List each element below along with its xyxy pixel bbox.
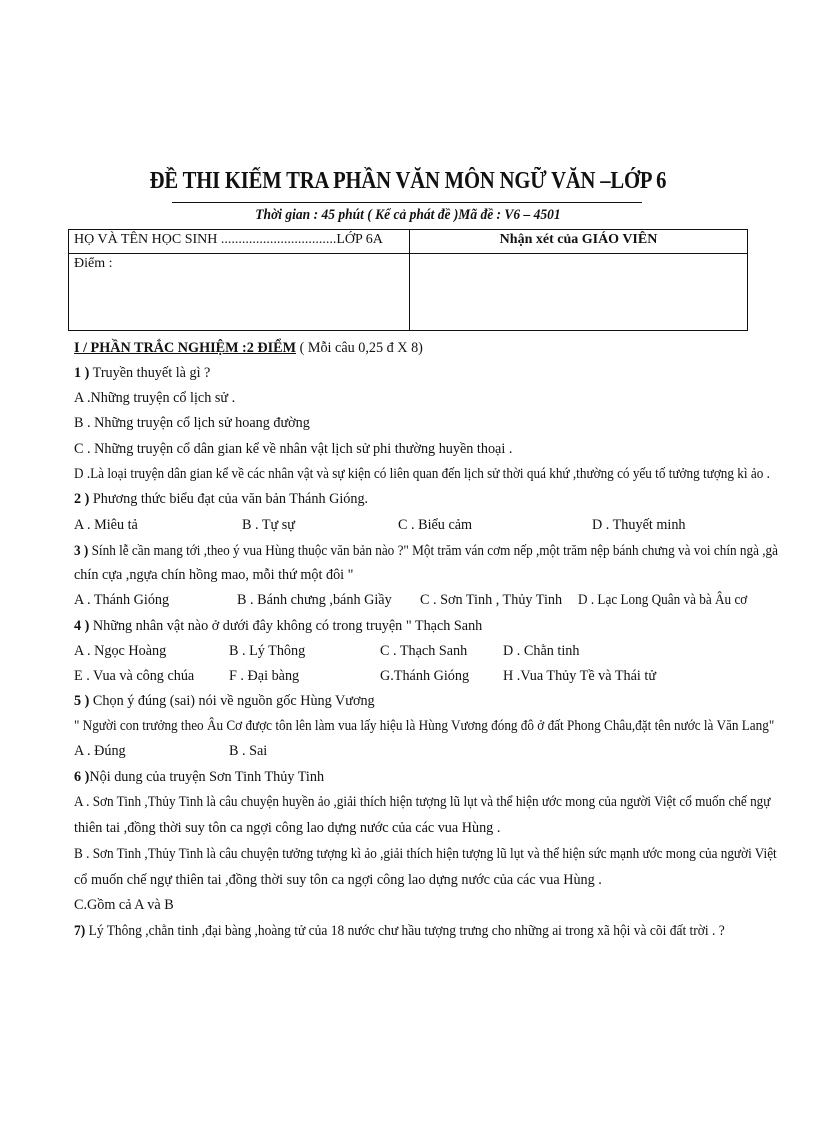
question-1-option-c: C . Những truyện cổ dân gian kể về nhân vật lịch sử phi thường huyền thoại . xyxy=(74,441,513,457)
question-6-text: Nội dung của truyện Sơn Tinh Thủy Tinh xyxy=(89,769,325,785)
score-cell xyxy=(69,254,410,331)
question-2-option-c: C . Biểu cảm xyxy=(398,517,473,533)
teacher-comment-header xyxy=(410,230,748,254)
question-3-text-cont: chín cựa ,ngựa chín hồng mao, mỗi thứ một đôi " xyxy=(74,567,354,583)
question-1-text: Truyền thuyết là gì ? xyxy=(89,365,211,381)
question-3-number: 3 ) xyxy=(74,543,89,559)
question-7-text: Lý Thông ,chằn tinh ,đại bàng ,hoàng tử của 18 nước chư hầu tượng trưng cho những ai trong xã hội và cõi đất trời . ? xyxy=(85,923,725,939)
teacher-comment-cell xyxy=(410,254,748,331)
question-2-number: 2 ) xyxy=(74,491,90,507)
question-1-number: 1 ) xyxy=(74,365,90,381)
question-3-option-d: D . Lạc Long Quân và bà Âu cơ xyxy=(578,592,748,608)
question-4-number: 4 ) xyxy=(74,618,90,634)
question-6-option-c: C.Gồm cả A và B xyxy=(74,897,174,913)
question-1-option-b: B . Những truyện cổ lịch sử hoang đường xyxy=(74,415,310,431)
student-info-table xyxy=(68,229,748,331)
question-3-text: Sính lễ cần mang tới ,theo ý vua Hùng thuộc văn bản nào ?" Một trăm ván cơm nếp ,một trăm nệp bánh chưng và voi chín ngà ,gà xyxy=(88,543,779,559)
question-5-text: Chọn ý đúng (sai) nói về nguồn gốc Hùng Vương xyxy=(89,693,375,709)
question-2-option-b: B . Tự sự xyxy=(242,517,295,533)
exam-title: ĐỀ THI KIỂM TRA PHẦN VĂN MÔN NGỮ VĂN –LỚP 6 xyxy=(149,168,667,194)
question-3-option-c: C . Sơn Tinh , Thủy Tinh xyxy=(420,592,563,608)
exam-subtitle: Thời gian : 45 phút ( Kể cả phát đề )Mã đề : V6 – 4501 xyxy=(255,207,561,223)
question-4-text: Những nhân vật nào ở dưới đây không có trong truyện " Thạch Sanh xyxy=(89,618,483,634)
question-2-text: Phương thức biểu đạt của văn bản Thánh Gióng. xyxy=(89,491,369,507)
question-4-option-e: E . Vua và công chúa xyxy=(74,668,195,684)
question-6-option-a: A . Sơn Tinh ,Thủy Tinh là câu chuyện huyền ảo ,giải thích hiện tượng lũ lụt và thể hiện ước mong của người Việt cổ muốn chế ngự xyxy=(74,794,771,810)
question-6-number: 6 ) xyxy=(74,769,90,785)
question-5-option-a: A . Đúng xyxy=(74,743,126,759)
question-3-option-b: B . Bánh chưng ,bánh Giầy xyxy=(237,592,392,608)
title-underline xyxy=(172,202,642,203)
question-7-number: 7) xyxy=(74,923,86,939)
question-4-option-h: H .Vua Thủy Tề và Thái tử xyxy=(503,668,657,684)
question-4-option-c: C . Thạch Sanh xyxy=(380,643,468,659)
question-4-option-b: B . Lý Thông xyxy=(229,643,306,659)
question-1 xyxy=(74,364,210,382)
question-2-option-a: A . Miêu tả xyxy=(74,517,138,533)
question-3 xyxy=(74,542,778,560)
section-title: I / PHẦN TRẮC NGHIỆM :2 ĐIỂM xyxy=(74,340,297,356)
question-6-option-b: B . Sơn Tinh ,Thủy Tinh là câu chuyện tưởng tượng kì ảo ,giải thích hiện tượng lũ lụt và thể hiện sức mạnh ước mong của người Việt xyxy=(74,846,777,862)
question-6-option-b-cont: cổ muốn chế ngự thiên tai ,đồng thời suy tôn ca ngợi công lao dựng nước của các vua Hùng . xyxy=(74,872,602,888)
score-label: Điểm : xyxy=(74,256,113,271)
question-4-option-a: A . Ngọc Hoàng xyxy=(74,643,167,659)
question-4-option-f: F . Đại bàng xyxy=(229,668,300,684)
section-heading xyxy=(74,339,423,357)
question-4 xyxy=(74,617,482,635)
question-2 xyxy=(74,490,368,508)
student-name-label: HỌ VÀ TÊN HỌC SINH .................................LỚP 6A xyxy=(74,232,383,247)
question-2-option-d: D . Thuyết minh xyxy=(592,517,686,533)
question-5-number: 5 ) xyxy=(74,693,90,709)
question-5 xyxy=(74,692,375,710)
question-4-option-d: D . Chằn tinh xyxy=(503,643,580,659)
question-1-option-d: D .Là loại truyện dân gian kể về các nhân vật và sự kiện có liên quan đến lịch sử thời quá khứ ,thường có yếu tố tưởng tượng kì ảo . xyxy=(74,466,770,482)
question-5-option-b: B . Sai xyxy=(229,743,268,759)
question-6 xyxy=(74,768,324,786)
teacher-comment-label: Nhận xét của GIÁO VIÊN xyxy=(499,232,658,247)
question-6-option-a-cont: thiên tai ,đồng thời suy tôn ca ngợi công lao dựng nước của các vua Hùng . xyxy=(74,820,501,836)
question-1-option-a: A .Những truyện cổ lịch sử . xyxy=(74,390,236,406)
question-3-option-a: A . Thánh Gióng xyxy=(74,592,170,608)
question-4-option-g: G.Thánh Gióng xyxy=(380,668,470,684)
student-name-cell xyxy=(69,230,410,254)
question-5-quote: " Người con trưởng theo Âu Cơ được tôn lên làm vua lấy hiệu là Hùng Vương đóng đô ở đất Phong Châu,đặt tên nước là Văn Lang" xyxy=(74,718,775,734)
question-7 xyxy=(74,922,725,940)
section-note: ( Mỗi câu 0,25 đ X 8) xyxy=(296,340,423,356)
